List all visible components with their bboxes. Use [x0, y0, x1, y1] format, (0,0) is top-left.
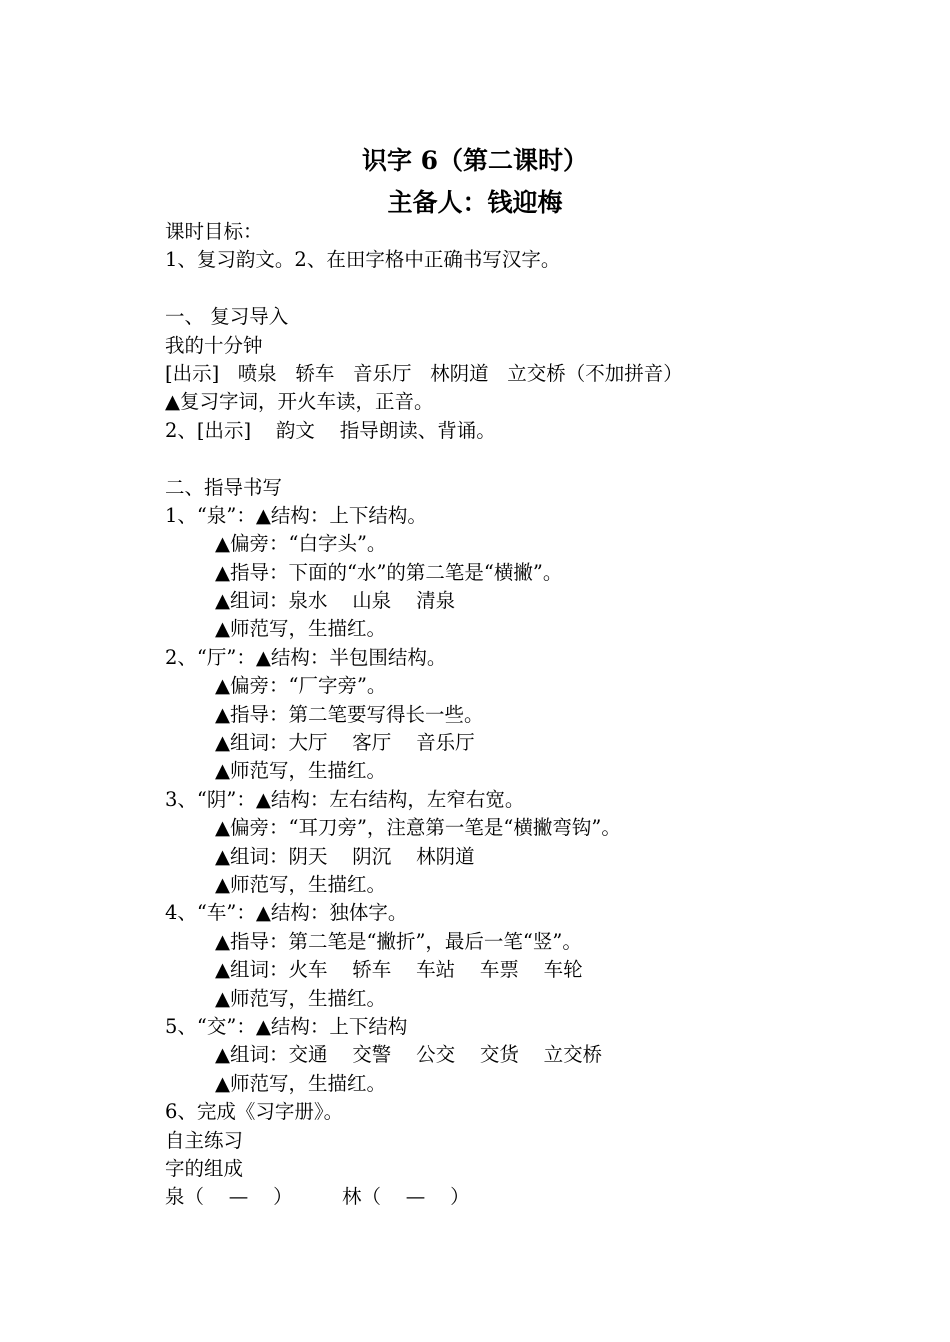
spacer [165, 275, 925, 303]
section1-line: [出示] 喷泉 轿车 音乐厅 林阴道 立交桥（不加拼音） [165, 361, 683, 385]
page-subtitle: 主备人：钱迎梅 [387, 188, 563, 217]
item-sub: ▲偏旁：“白字头”。 [215, 532, 387, 556]
item-head: 2、“厅”：▲结构：半包围结构。 [165, 645, 447, 669]
item-sub: ▲师范写，生描红。 [215, 759, 386, 783]
spacer [165, 445, 925, 473]
page-title: 识字 6（第二课时） [361, 146, 589, 175]
item-sub: ▲指导：下面的“水”的第二笔是“横撇”。 [215, 560, 563, 584]
item-sub: ▲指导：第二笔是“撇折”，最后一笔“竖”。 [215, 929, 582, 953]
item-sub: ▲组词：交通 交警 公交 交货 立交桥 [215, 1043, 603, 1067]
tail-line: 字的组成 [165, 1156, 244, 1180]
document-body [165, 218, 925, 1212]
tail-line: 自主练习 [165, 1128, 244, 1152]
item-sub: ▲组词：火车 轿车 车站 车票 车轮 [215, 958, 583, 982]
section1-heading: 一、 复习导入 [165, 305, 289, 329]
item-head: 4、“车”：▲结构：独体字。 [165, 901, 408, 925]
item-sub: ▲偏旁：“厂字旁”。 [215, 674, 387, 698]
section2-heading: 二、指导书写 [165, 475, 283, 499]
item-sub: ▲师范写，生描红。 [215, 1071, 386, 1095]
goals-text: 1、复习韵文。2、在田字格中正确书写汉字。 [165, 248, 561, 272]
item-sub: ▲偏旁：“耳刀旁”，注意第一笔是“横撇弯钩”。 [215, 816, 621, 840]
section1-line: 2、[出示] 韵文 指导朗读、背诵。 [165, 418, 496, 442]
section1-line: 我的十分钟 [165, 333, 263, 357]
tail-line: 6、完成《习字册》。 [165, 1100, 344, 1124]
item-head: 1、“泉”：▲结构：上下结构。 [165, 503, 427, 527]
item-sub: ▲师范写，生描红。 [215, 986, 386, 1010]
item-sub: ▲组词：大厅 客厅 音乐厅 [215, 731, 475, 755]
item-sub: ▲师范写，生描红。 [215, 617, 386, 641]
item-sub: ▲组词：阴天 阴沉 林阴道 [215, 844, 475, 868]
goals-label: 课时目标： [165, 220, 263, 243]
item-sub: ▲师范写，生描红。 [215, 872, 386, 896]
item-sub: ▲组词：泉水 山泉 清泉 [215, 589, 456, 613]
section1-line: ▲复习字词，开火车读，正音。 [165, 390, 434, 414]
fill-in-quan: 泉（ — ） [165, 1185, 293, 1209]
item-head: 3、“阴”：▲结构：左右结构，左窄右宽。 [165, 787, 525, 811]
fill-in-row [165, 1183, 925, 1211]
fill-in-lin: 林（ — ） [342, 1185, 470, 1209]
item-head: 5、“交”：▲结构：上下结构 [165, 1014, 408, 1038]
item-sub: ▲指导：第二笔要写得长一些。 [215, 702, 484, 726]
